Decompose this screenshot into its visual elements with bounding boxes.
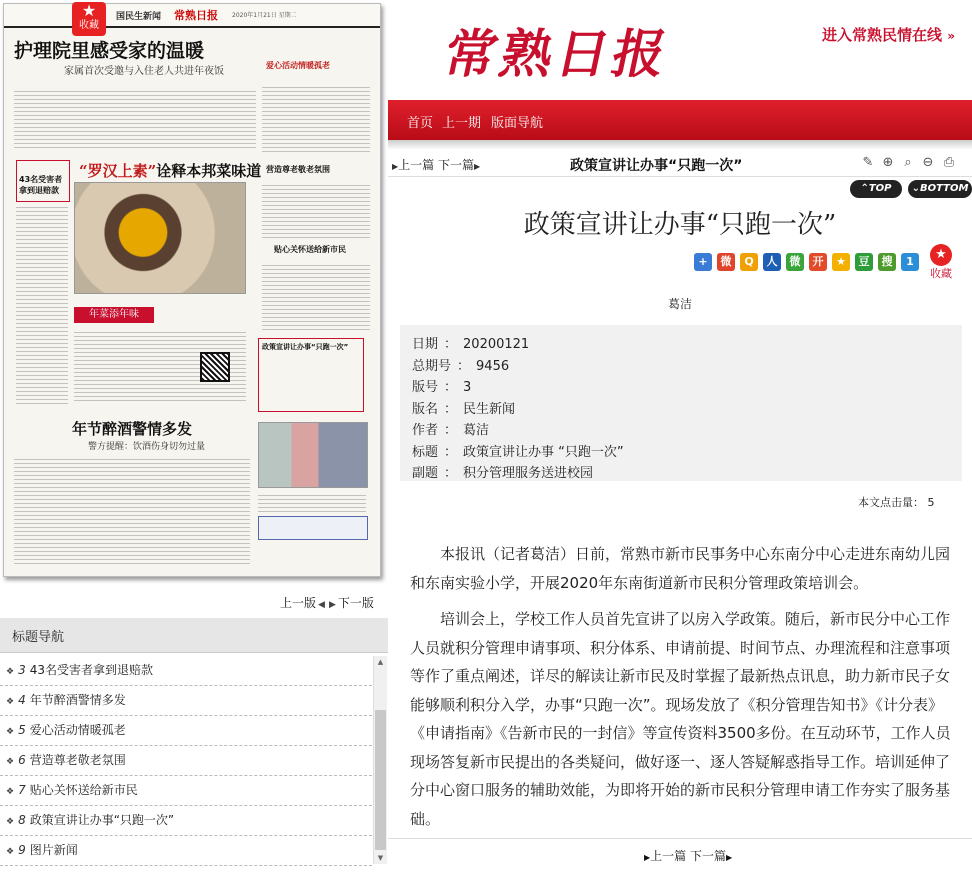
paper-text-block — [16, 204, 68, 404]
share-one-icon[interactable]: 1 — [901, 253, 919, 271]
paper-text-block — [262, 84, 370, 154]
next-page-link[interactable]: 下一版 — [337, 596, 374, 610]
bullet-icon: ❖ — [6, 817, 15, 827]
share-sohu-icon[interactable]: 搜 — [878, 253, 896, 271]
paper-news-photo — [258, 422, 368, 488]
paper-header-logo: 常熟日报 — [174, 9, 218, 22]
meta-row — [412, 333, 529, 352]
meta-row — [412, 419, 489, 438]
nav-shadow — [388, 140, 972, 150]
title-item-label[interactable]: 政策宣讲让办事“只跑一次” — [29, 813, 175, 827]
meta-value: 积分管理服务送进校园 — [463, 466, 594, 481]
paper-ad-box — [258, 516, 368, 540]
title-item-label[interactable]: 贴心关怀送给新市民 — [29, 783, 138, 797]
bullet-icon: ❖ — [6, 757, 15, 767]
title-list-item[interactable] — [0, 806, 372, 836]
meta-row — [412, 376, 471, 395]
scroll-down-icon[interactable]: ▼ — [377, 854, 384, 862]
paper-subhead-secondary: 警方提醒：饮酒伤身切勿过量 — [88, 442, 206, 452]
paper-text-block — [258, 492, 366, 512]
chevron-up-icon: ⌃ — [860, 183, 869, 194]
share-star-icon[interactable]: ★ — [832, 253, 850, 271]
zoom-in-icon[interactable]: ⊕ — [882, 155, 894, 170]
title-nav-label: 标题导航 — [12, 630, 65, 645]
newspaper-page-thumbnail[interactable] — [3, 3, 381, 577]
share-kaixin-icon[interactable]: 开 — [809, 253, 827, 271]
nav-home[interactable]: 首页 — [407, 116, 434, 131]
arrow-right-icon: ▶ — [392, 162, 399, 171]
nav-prev-issue[interactable]: 上一期 — [442, 116, 482, 131]
bottom-label: BOTTOM — [919, 183, 969, 194]
collect-button[interactable] — [72, 2, 106, 36]
scroll-thumb[interactable] — [375, 710, 386, 850]
paper-headline[interactable]: 护理院里感受家的温暖 — [14, 40, 205, 62]
meta-key: 版名 — [412, 401, 439, 417]
bullet-icon: ❖ — [6, 727, 15, 737]
meta-value: 20200121 — [463, 337, 530, 352]
title-list-item[interactable] — [0, 776, 372, 806]
arrow-right-icon: ▶ — [644, 853, 651, 862]
paper-text-block — [262, 182, 370, 238]
meta-key: 版号 — [412, 380, 439, 395]
title-item-index: 7 — [18, 783, 26, 797]
bullet-icon: ❖ — [6, 847, 15, 857]
scrollbar[interactable] — [373, 656, 387, 864]
hit-count: 本文点击量： 5 — [858, 496, 935, 509]
share-plus-icon[interactable]: + — [694, 253, 712, 271]
title-list-item[interactable] — [0, 656, 372, 686]
site-logo[interactable]: 常熟日报 — [438, 24, 676, 85]
scroll-up-icon[interactable]: ▲ — [377, 658, 384, 666]
arrow-left-icon: ◀ — [318, 600, 325, 610]
meta-separator: ： — [444, 423, 458, 438]
meta-separator: ： — [444, 380, 458, 395]
paper-text-block — [14, 456, 250, 566]
article-toolbar — [388, 152, 972, 177]
paper-article-title[interactable]: 43名受害者拿到退赔款 — [19, 175, 63, 195]
top-button[interactable] — [850, 180, 902, 198]
article-paragraph: 本报讯（记者葛洁）日前，常熟市新市民事务中心东南分中心走进东南幼儿园和东南实验小学，开展2020年东南街道新市民积分管理政策培训会。 — [410, 545, 951, 592]
paper-header-meta: 2020年1月21日 星期二 — [232, 12, 297, 19]
next-article-link[interactable]: 下一篇 — [438, 158, 475, 172]
right-panel — [388, 0, 972, 872]
article-paragraph: 培训会上，学校工作人员首先宣讲了以房入学政策。随后，新市民分中心工作人员就积分管理申请事项、积分体系、申请前提、时间节点、办理流程和注意事项等作了重点阐述，详尽的解读让新市民及时掌握了最新热点讯息，助力新市民子女能够顺利积分入学，办事“只跑一次”。现场发放了《积分管理告知书》《计分表》《申请指南》《告新市民的一封信》等宣传资料3500多份。在互动环节，工作人员现场答复新市民提出的各类疑问，做好逐一、逐人答疑解惑指导工作。培训延伸了分中心窗口服务的辅助效能，为即将开始的新市民积分管理申请工作夯实了服务基础。 — [410, 610, 951, 828]
paper-headline-secondary[interactable]: 年节醉酒警情多发 — [72, 420, 193, 438]
enter-link-label: 进入常熟民情在线 — [822, 26, 943, 44]
next-article-link[interactable]: 下一篇 — [690, 849, 727, 863]
share-douban-icon[interactable]: 豆 — [855, 253, 873, 271]
title-list-item[interactable] — [0, 716, 372, 746]
title-list-item[interactable] — [0, 746, 372, 776]
left-panel — [0, 0, 388, 872]
title-item-index: 6 — [18, 753, 26, 767]
meta-value: 3 — [463, 380, 472, 395]
share-qzone-icon[interactable]: Q — [740, 253, 758, 271]
bottom-prev-next — [644, 847, 732, 864]
title-item-index: 4 — [18, 693, 26, 707]
author-line: 葛洁 — [667, 297, 692, 311]
meta-row — [412, 355, 509, 374]
paper-text-block — [14, 88, 256, 148]
chevron-down-icon: ⌄ — [911, 183, 920, 194]
title-list-item[interactable] — [0, 686, 372, 716]
qr-code-icon — [200, 352, 230, 382]
bottom-article-nav — [388, 838, 972, 869]
meta-separator: ： — [444, 337, 458, 352]
article-meta-box — [400, 325, 962, 481]
meta-key: 作者 — [412, 423, 439, 438]
double-chevron-icon: » — [947, 29, 956, 43]
arrow-right-icon: ▶ — [726, 853, 733, 862]
collect-label: 收藏 — [930, 267, 952, 280]
paper-header — [4, 1, 380, 28]
title-item-index: 9 — [18, 843, 26, 857]
title-item-index: 5 — [18, 723, 26, 737]
paper-text-block — [262, 262, 370, 332]
arrow-right-icon: ▶ — [328, 600, 336, 610]
title-nav-header — [0, 618, 388, 653]
paper-subhead: 家属首次受邀与入住老人共进年夜饭 — [64, 66, 224, 77]
prev-article-link[interactable]: 上一篇 — [650, 849, 687, 863]
title-list — [0, 656, 372, 866]
title-item-index: 8 — [18, 813, 26, 827]
nav-layout[interactable]: 版面导航 — [491, 116, 544, 131]
meta-separator: ： — [444, 401, 458, 417]
meta-value: 民生新闻 — [463, 401, 516, 417]
meta-key: 标题 — [412, 444, 439, 460]
page-nav — [280, 594, 374, 611]
paper-article-title[interactable]: 爱心活动情暖孤老 — [266, 61, 330, 70]
prev-article-link[interactable]: 上一篇 — [398, 158, 435, 172]
title-item-index: 3 — [18, 663, 26, 677]
collect-button[interactable] — [928, 244, 954, 280]
meta-row — [412, 441, 624, 460]
search-icon[interactable]: ⌕ — [904, 155, 912, 170]
meta-separator: ： — [444, 444, 458, 460]
bullet-icon: ❖ — [6, 697, 15, 707]
star-icon: ★ — [81, 1, 97, 20]
paper-feature-title[interactable] — [79, 160, 261, 181]
title-item-label[interactable]: 营造尊老敬老氛围 — [29, 753, 126, 767]
meta-key: 总期号 — [412, 358, 452, 374]
bottom-button[interactable] — [908, 180, 972, 198]
paper-banner: 年菜添年味 — [74, 307, 154, 323]
title-item-label[interactable]: 年节醉酒警情多发 — [29, 693, 126, 707]
meta-value: 政策宣讲让办事 “只跑一次” — [463, 444, 624, 460]
bullet-icon: ❖ — [6, 667, 15, 677]
bullet-icon: ❖ — [6, 787, 15, 797]
meta-value: 葛洁 — [463, 423, 490, 438]
top-label: TOP — [868, 183, 892, 194]
print-icon[interactable]: ⎙ — [943, 155, 955, 170]
title-list-item[interactable] — [0, 836, 372, 866]
article-bar-title: 政策宣讲让办事“只跑一次” — [570, 158, 743, 174]
masthead — [388, 0, 972, 100]
prev-page-link[interactable]: 上一版 — [280, 596, 317, 610]
title-item-label[interactable]: 图片新闻 — [29, 843, 78, 857]
star-icon: ★ — [930, 244, 952, 266]
feature-title-black: 诠释本邦菜味道 — [156, 162, 262, 180]
arrow-right-icon: ▶ — [474, 162, 481, 171]
enter-minqing-link[interactable] — [822, 24, 955, 45]
article-prev-next — [392, 156, 480, 173]
article-body — [410, 540, 958, 841]
meta-row — [412, 398, 515, 417]
share-renren-icon[interactable]: 人 — [763, 253, 781, 271]
meta-key: 副题 — [412, 466, 439, 481]
paper-highlight-title[interactable]: 政策宣讲让办事“只跑一次” — [262, 343, 349, 351]
meta-separator: ： — [444, 466, 458, 481]
title-item-label[interactable]: 43名受害者拿到退赔款 — [29, 663, 153, 677]
collect-label: 收藏 — [79, 20, 99, 31]
title-item-label[interactable]: 爱心活动情暖孤老 — [29, 723, 126, 737]
paper-food-photo — [74, 182, 246, 294]
feature-title-red: “罗汉上素” — [79, 162, 157, 180]
article-title: 政策宣讲让办事“只跑一次” — [523, 210, 837, 240]
edit-icon[interactable]: ✎ — [862, 155, 874, 170]
share-weibo-icon[interactable]: 微 — [717, 253, 735, 271]
paper-article-title[interactable]: 贴心关怀送给新市民 — [274, 245, 346, 254]
meta-value: 9456 — [476, 358, 510, 374]
share-wechat-icon[interactable]: 微 — [786, 253, 804, 271]
meta-row — [412, 462, 593, 481]
nav-bar — [388, 100, 972, 140]
paper-article-title[interactable]: 营造尊老敬老氛围 — [266, 165, 330, 174]
zoom-out-icon[interactable]: ⊖ — [922, 155, 934, 170]
meta-key: 日期 — [412, 337, 439, 352]
meta-separator: ： — [457, 358, 471, 374]
paper-header-section: 国民生新闻 — [116, 12, 162, 22]
